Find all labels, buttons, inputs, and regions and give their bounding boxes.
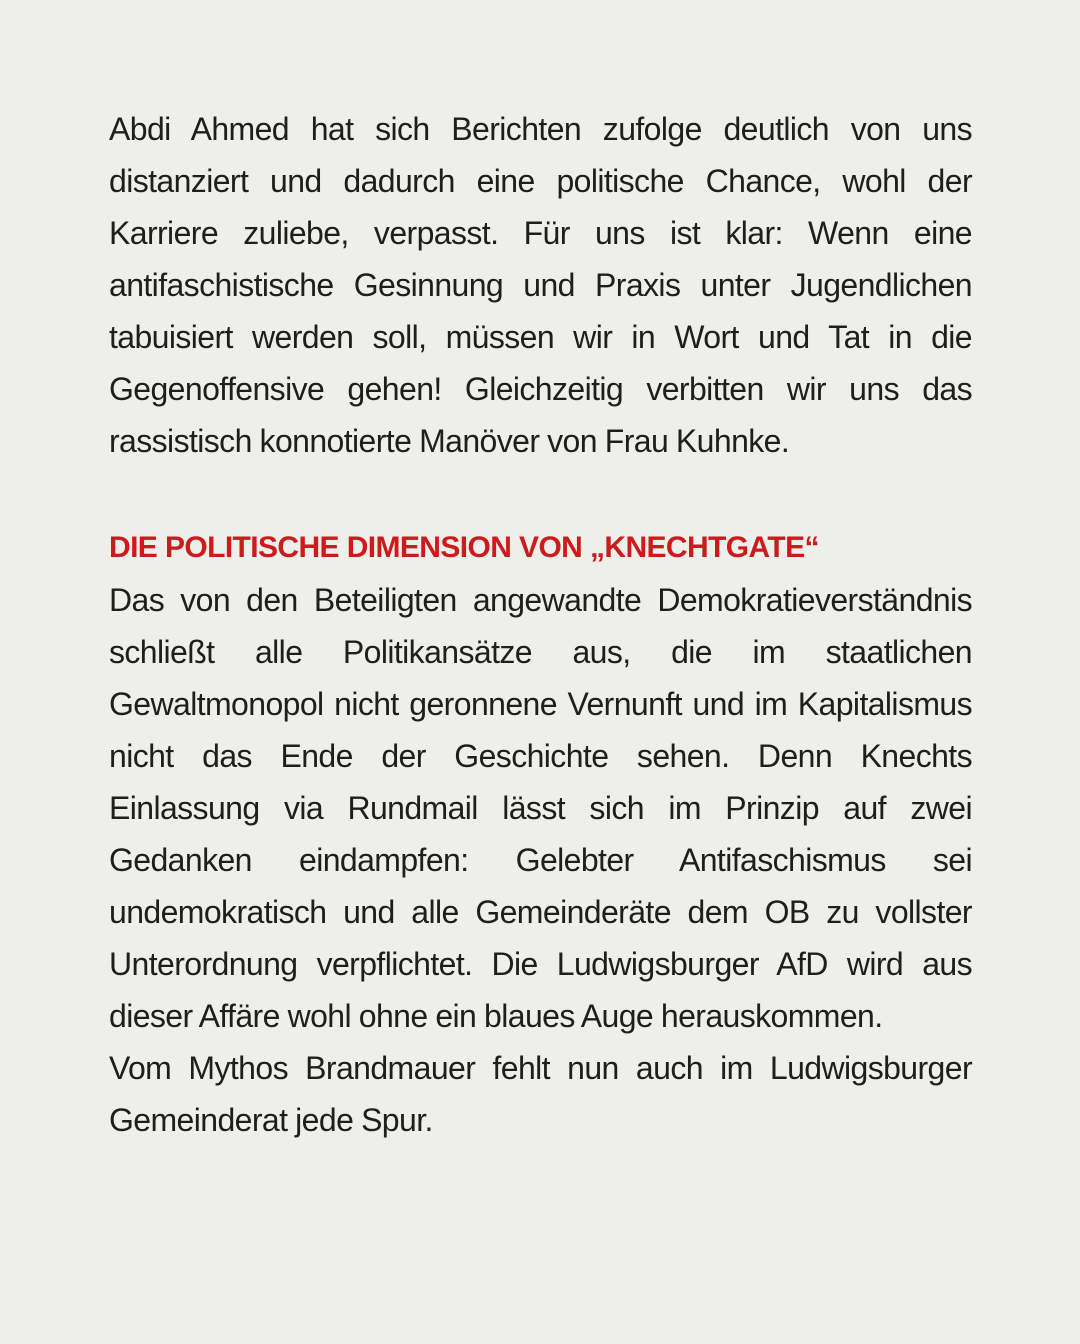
section-paragraph: Das von den Beteiligten angewandte Demokratieverständnis schließt alle Politikansätze aus, die im staatlichen Gewaltmonopol nicht geronnene Vernunft und im Kapitalismus nicht das Ende der Geschichte sehen. Denn Knechts Einlassung via Rundmail lässt sich im Prinzip auf zwei Gedanken eindampfen: Gelebter Antifaschismus sei undemokratisch und alle Gemeinderäte dem OB zu vollster Unterordnung verpflichtet. Die Ludwigsburger AfD wird aus dieser Affäre wohl ohne ein blaues Auge herauskommen.	[109, 582, 972, 1034]
document-page	[109, 103, 972, 1146]
intro-paragraph: Abdi Ahmed hat sich Berichten zufolge deutlich von uns distanziert und dadurch eine politische Chance, wohl der Karriere zuliebe, verpasst. Für uns ist klar: Wenn eine antifaschistische Gesinnung und Praxis unter Jugendlichen tabuisiert werden soll, müssen wir in Wort und Tat in die Gegenoffensive gehen! Gleichzeitig verbitten wir uns das rassistisch konnotierte Manöver von Frau Kuhnke.	[109, 111, 972, 459]
section-heading: DIE POLITISCHE DIMENSION VON „KNECHTGATE“	[109, 531, 819, 564]
closing-paragraph: Vom Mythos Brandmauer fehlt nun auch im Ludwigsburger Gemeinderat jede Spur.	[109, 1050, 972, 1138]
